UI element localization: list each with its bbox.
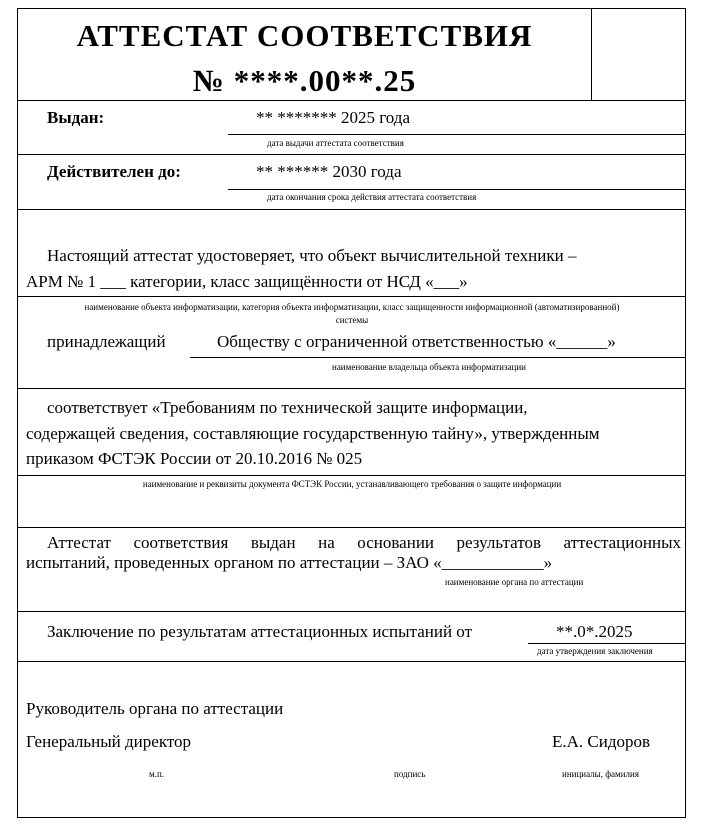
object-caption-line-2: системы bbox=[335, 315, 369, 325]
valid-until-underline bbox=[228, 189, 685, 190]
header-divider bbox=[17, 100, 686, 101]
object-caption-line-1: наименование объекта информатизации, категория объекта информатизации, класс защищенности информационной (автоматизированной) bbox=[84, 302, 620, 312]
document-number: № ****.00**.25 bbox=[192, 63, 417, 98]
valid-divider bbox=[17, 209, 686, 210]
issued-label: Выдан: bbox=[47, 108, 105, 127]
conclusion-caption: дата утверждения заключения bbox=[537, 646, 653, 656]
signature-name: Е.А. Сидоров bbox=[552, 732, 651, 751]
compliance-text-line-1: соответствует «Требованиям по технической защите информации, bbox=[47, 398, 528, 417]
frame-top-border bbox=[17, 8, 686, 9]
conclusion-date-underline bbox=[528, 643, 685, 644]
issued-date-value: ** ******* 2025 года bbox=[256, 108, 411, 127]
conclusion-text: Заключение по результатам аттестационных испытаний от bbox=[47, 622, 472, 641]
conclusion-divider bbox=[17, 661, 686, 662]
compliance-text-line-2: содержащей сведения, составляющие государственную тайну», утвержденным bbox=[26, 424, 600, 443]
object-divider bbox=[17, 296, 686, 297]
object-text-line-1: Настоящий аттестат удостоверяет, что объект вычислительной техники – bbox=[47, 246, 577, 265]
owner-divider bbox=[17, 388, 686, 389]
valid-until-label: Действителен до: bbox=[47, 162, 181, 181]
compliance-text-line-3: приказом ФСТЭК России от 20.10.2016 № 025 bbox=[26, 449, 363, 468]
frame-left-border bbox=[17, 8, 18, 818]
frame-bottom-border bbox=[17, 817, 686, 818]
name-caption: инициалы, фамилия bbox=[562, 769, 639, 779]
compliance-caption: наименование и реквизиты документа ФСТЭК России, устанавливающего требования о защите информации bbox=[142, 479, 562, 489]
owner-value: Обществу с ограниченной ответственностью «______» bbox=[217, 332, 616, 351]
owner-underline bbox=[190, 357, 685, 358]
issued-caption: дата выдачи аттестата соответствия bbox=[267, 138, 404, 148]
compliance-divider bbox=[17, 527, 686, 528]
conclusion-date: **.0*.2025 bbox=[556, 622, 633, 641]
owner-caption: наименование владельца объекта информатизации bbox=[332, 362, 527, 372]
signature-caption: подпись bbox=[394, 769, 426, 779]
basis-divider bbox=[17, 611, 686, 612]
frame-right-border bbox=[685, 8, 686, 818]
owner-label: принадлежащий bbox=[47, 332, 166, 351]
document-title: АТТЕСТАТ СООТВЕТСТВИЯ bbox=[76, 18, 533, 53]
valid-until-value: ** ****** 2030 года bbox=[256, 162, 402, 181]
issued-underline bbox=[228, 134, 685, 135]
basis-caption: наименование органа по аттестации bbox=[445, 577, 584, 587]
stamp-caption: м.п. bbox=[149, 769, 165, 779]
signature-position: Генеральный директор bbox=[26, 732, 192, 751]
signature-org-head: Руководитель органа по аттестации bbox=[26, 699, 284, 718]
issued-divider bbox=[17, 154, 686, 155]
object-text-line-2: АРМ № 1 ___ категории, класс защищённости от НСД «___» bbox=[26, 272, 468, 291]
header-side-divider bbox=[591, 8, 592, 101]
basis-text-line-1-content: Аттестат соответствия выдан на основании результатов аттестационных bbox=[47, 533, 681, 552]
valid-until-caption: дата окончания срока действия аттестата соответствия bbox=[267, 192, 477, 202]
basis-text-line-2: испытаний, проведенных органом по аттестации – ЗАО «____________» bbox=[26, 553, 553, 572]
compliance-underline bbox=[17, 475, 686, 476]
